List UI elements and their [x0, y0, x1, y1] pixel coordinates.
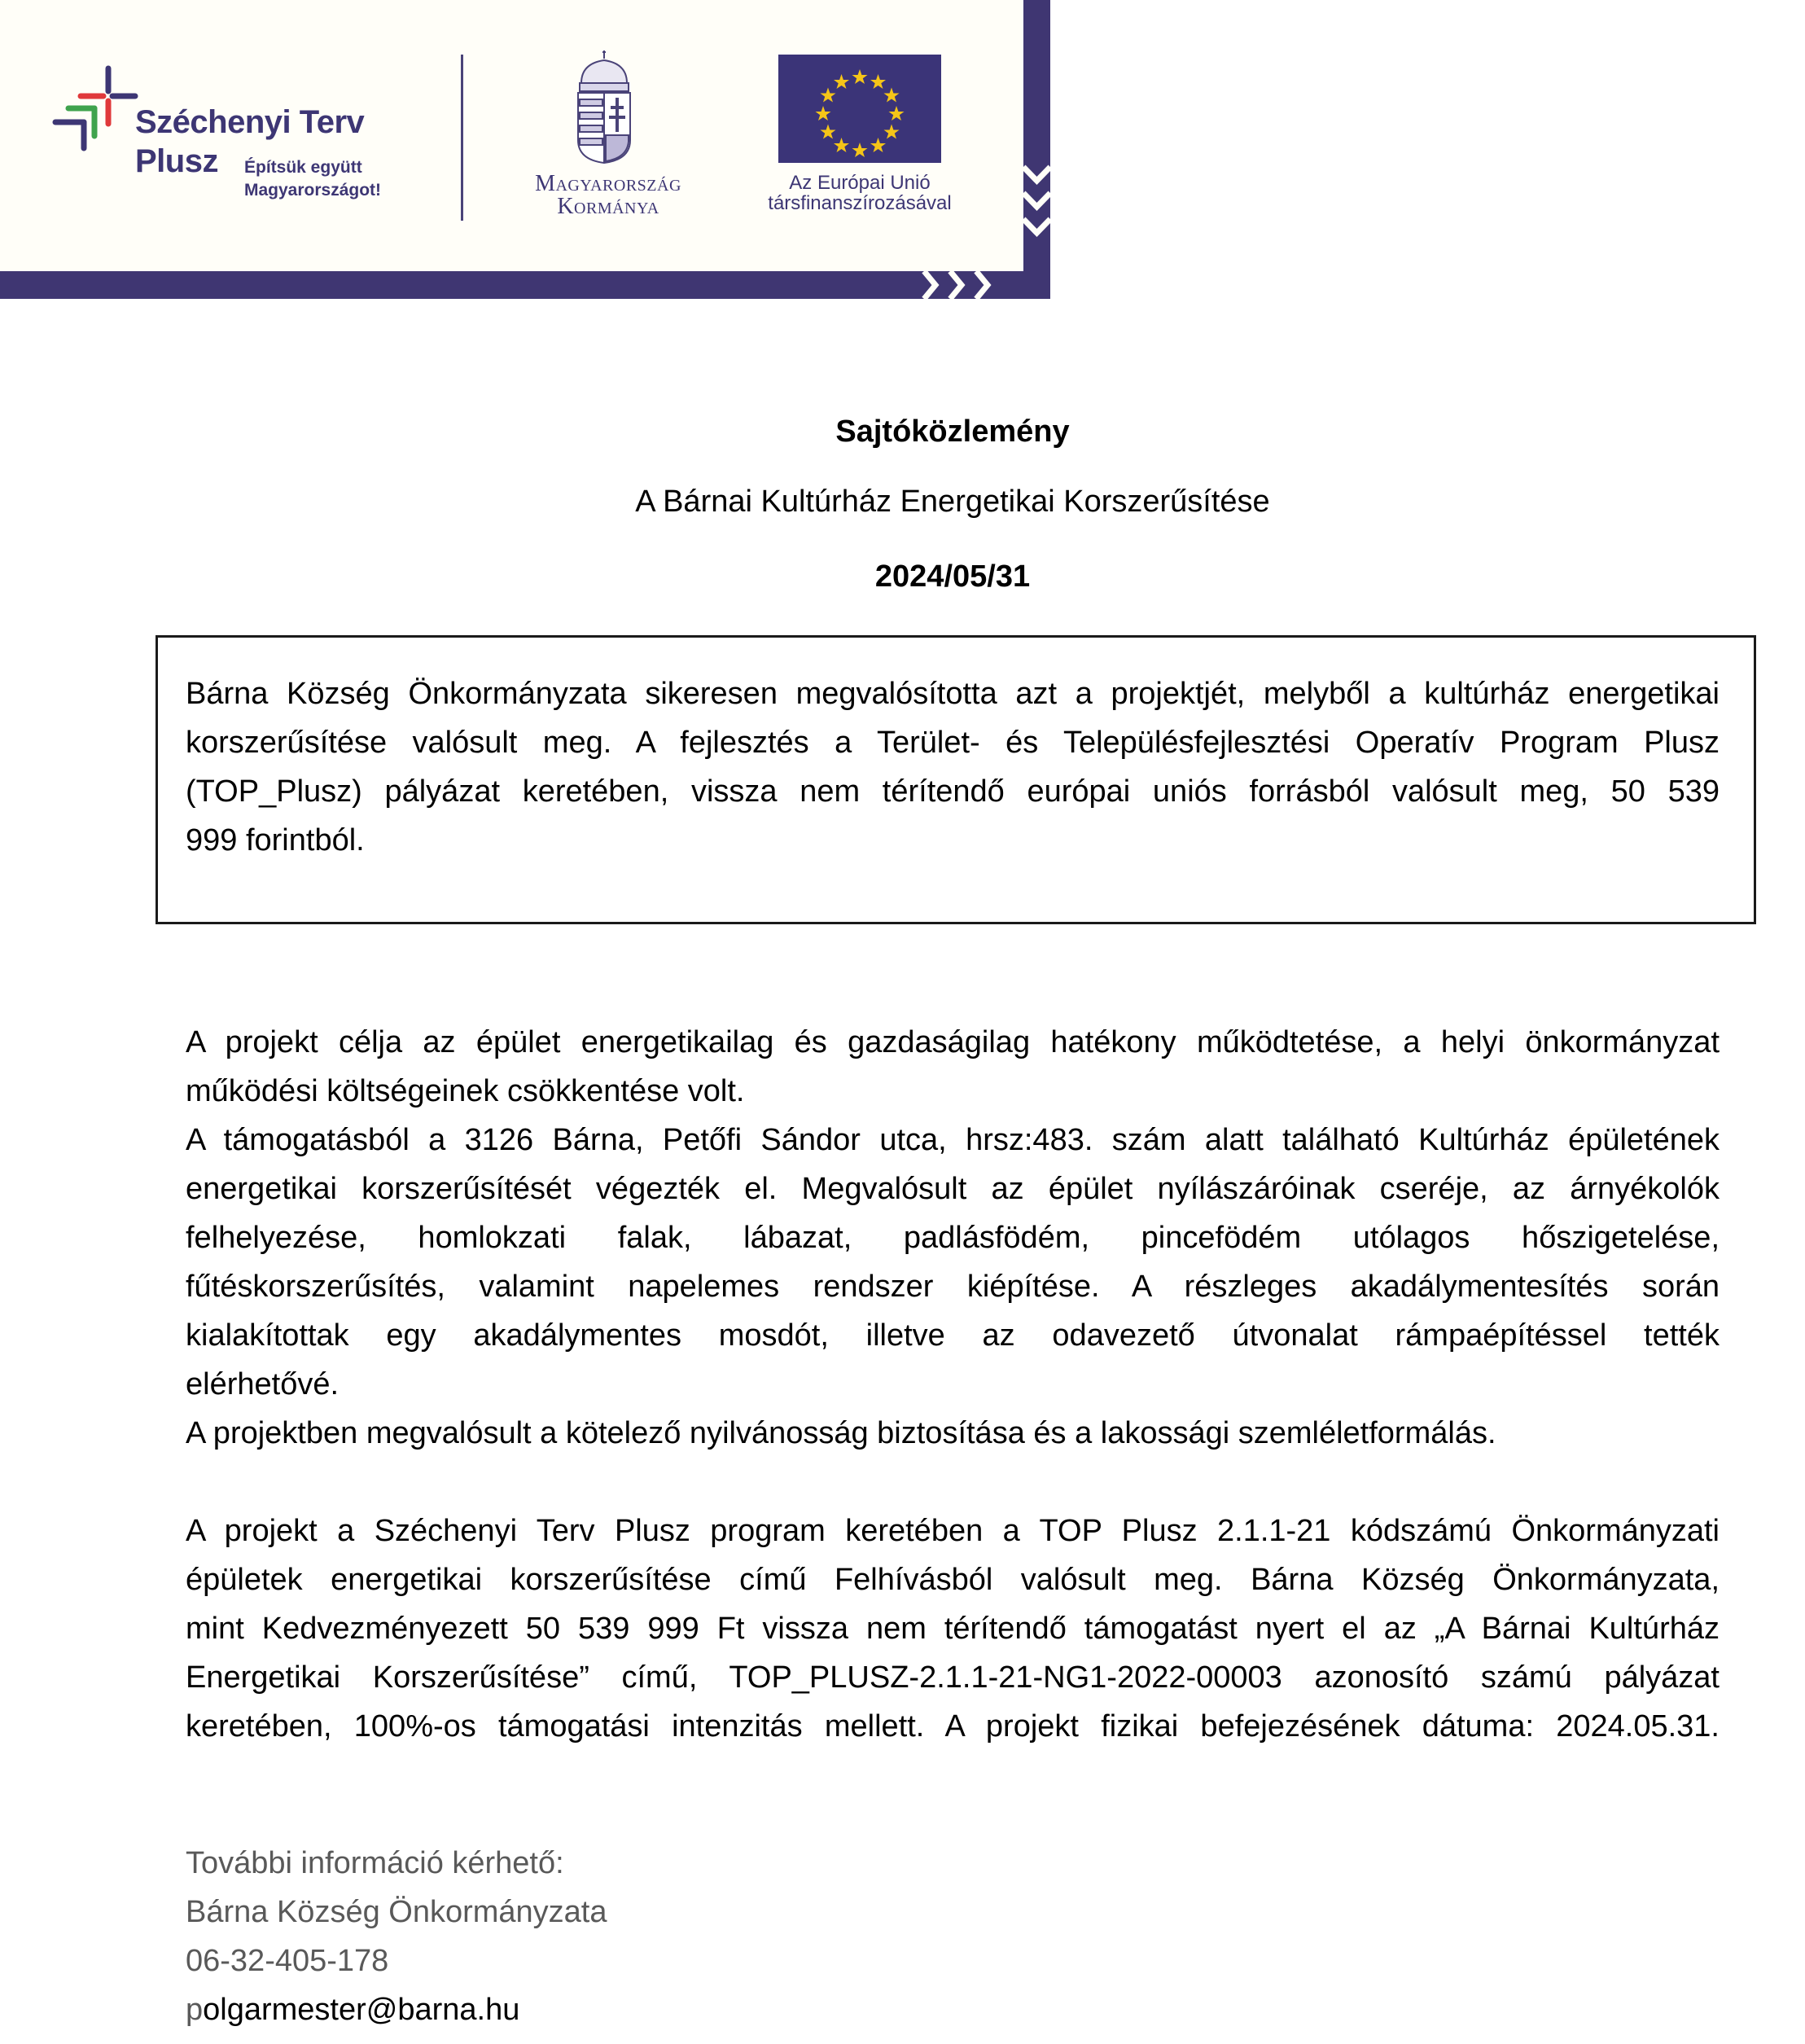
- contact-phone[interactable]: 06-32-405-178: [186, 1944, 389, 1978]
- body-line: kialakítottak egy akadálymentes mosdót, illetve az odavezető útvonalat rámpaépítéssel tették: [186, 1318, 1720, 1353]
- body-line: működési költségeinek csökkentése volt.: [186, 1074, 745, 1108]
- contact-organization: Bárna Község Önkormányzata: [186, 1895, 607, 1929]
- body-line: elérhetővé.: [186, 1367, 340, 1401]
- banner-bottom-bar: [0, 271, 1050, 299]
- szechenyi-title: Széchenyi Terv: [135, 104, 365, 140]
- body-line: keretében, 100%-os támogatási intenzitás mellett. A projekt fizikai befejezésének dátuma: 2024.05.31.: [186, 1709, 1720, 1744]
- government-label: [505, 173, 712, 218]
- summary-line: 999 forintból.: [186, 823, 365, 858]
- slogan-line-1: Építsük együtt: [244, 158, 362, 177]
- contact-block: [186, 1839, 1163, 2034]
- body-line: A projekt célja az épület energetikailag és gazdaságilag hatékony működtetése, a helyi önkormányzat: [186, 1025, 1720, 1059]
- email-rest: olgarmester@barna.hu: [203, 1993, 520, 2027]
- body-line: A projekt a Széchenyi Terv Plusz program keretében a TOP Plusz 2.1.1-21 kódszámú Önkormányzati: [186, 1514, 1720, 1548]
- body-line: A projektben megvalósult a kötelező nyilvánosság biztosítása és a lakossági szemléletformálás.: [186, 1416, 1496, 1450]
- slogan-line-2: Magyarországot!: [244, 181, 382, 200]
- government-line-1: Magyarország: [535, 171, 681, 196]
- chevron-down-icon: [1023, 163, 1050, 248]
- document-subtitle: A Bárnai Kultúrház Energetikai Korszerűsítése: [635, 485, 1270, 519]
- body-paragraph-1: [186, 1018, 1720, 1458]
- body-line: felhelyezése, homlokzati falak, lábazat, padlásfödém, pincefödém utólagos hőszigetelése,: [186, 1221, 1720, 1255]
- eu-line-1: Az Európai Unió: [789, 172, 931, 194]
- eu-flag-icon: [778, 55, 941, 163]
- body-line: energetikai korszerűsítését végezték el. Megvalósult az épület nyílászáróinak cseréje, az árnyékolók: [186, 1172, 1720, 1206]
- logo-divider: [461, 55, 463, 221]
- body-paragraph-2: [186, 1507, 1720, 1751]
- chevron-right-icon: [916, 271, 997, 299]
- government-line-2: Kormánya: [557, 194, 659, 219]
- summary-text: [186, 669, 1720, 865]
- document-title: Sajtóközlemény: [835, 415, 1070, 449]
- eu-line-2: társfinanszírozásával: [768, 192, 952, 214]
- eu-label: [749, 173, 970, 213]
- summary-line: Bárna Község Önkormányzata sikeresen megvalósította azt a projektjét, melyből a kultúrház energetikai: [186, 677, 1720, 711]
- szechenyi-plusz: Plusz: [135, 143, 218, 179]
- banner-right-bar: [1023, 0, 1050, 299]
- body-line: mint Kedvezményezett 50 539 999 Ft vissza nem térítendő támogatást nyert el az „A Bárnai Kultúrház: [186, 1612, 1720, 1646]
- coat-of-arms-icon: [570, 50, 638, 164]
- body-line: épületek energetikai korszerűsítése című Felhívásból valósult meg. Bárna Község Önkormányzata,: [186, 1563, 1720, 1597]
- contact-label: További információ kérhető:: [186, 1846, 564, 1880]
- szechenyi-logo-icon: [49, 65, 147, 155]
- header-banner: [0, 0, 1050, 299]
- contact-email[interactable]: [186, 1985, 1163, 2034]
- body-line: A támogatásból a 3126 Bárna, Petőfi Sándor utca, hrsz:483. szám alatt található Kultúrház épületének: [186, 1123, 1720, 1157]
- szechenyi-slogan: [244, 156, 381, 202]
- summary-line: korszerűsítése valósult meg. A fejlesztés a Terület- és Településfejlesztési Operatív Program Plusz: [186, 726, 1720, 760]
- summary-line: (TOP_Plusz) pályázat keretében, vissza nem térítendő európai uniós forrásból valósult meg, 50 539: [186, 774, 1720, 809]
- body-line: fűtéskorszerűsítés, valamint napelemes rendszer kiépítése. A részleges akadálymentesítés során: [186, 1270, 1720, 1304]
- body-line: Energetikai Korszerűsítése” című, TOP_PLUSZ-2.1.1-21-NG1-2022-00003 azonosító számú pályázat: [186, 1660, 1720, 1695]
- email-first-letter: p: [186, 1993, 204, 2027]
- document-date: 2024/05/31: [874, 559, 1031, 594]
